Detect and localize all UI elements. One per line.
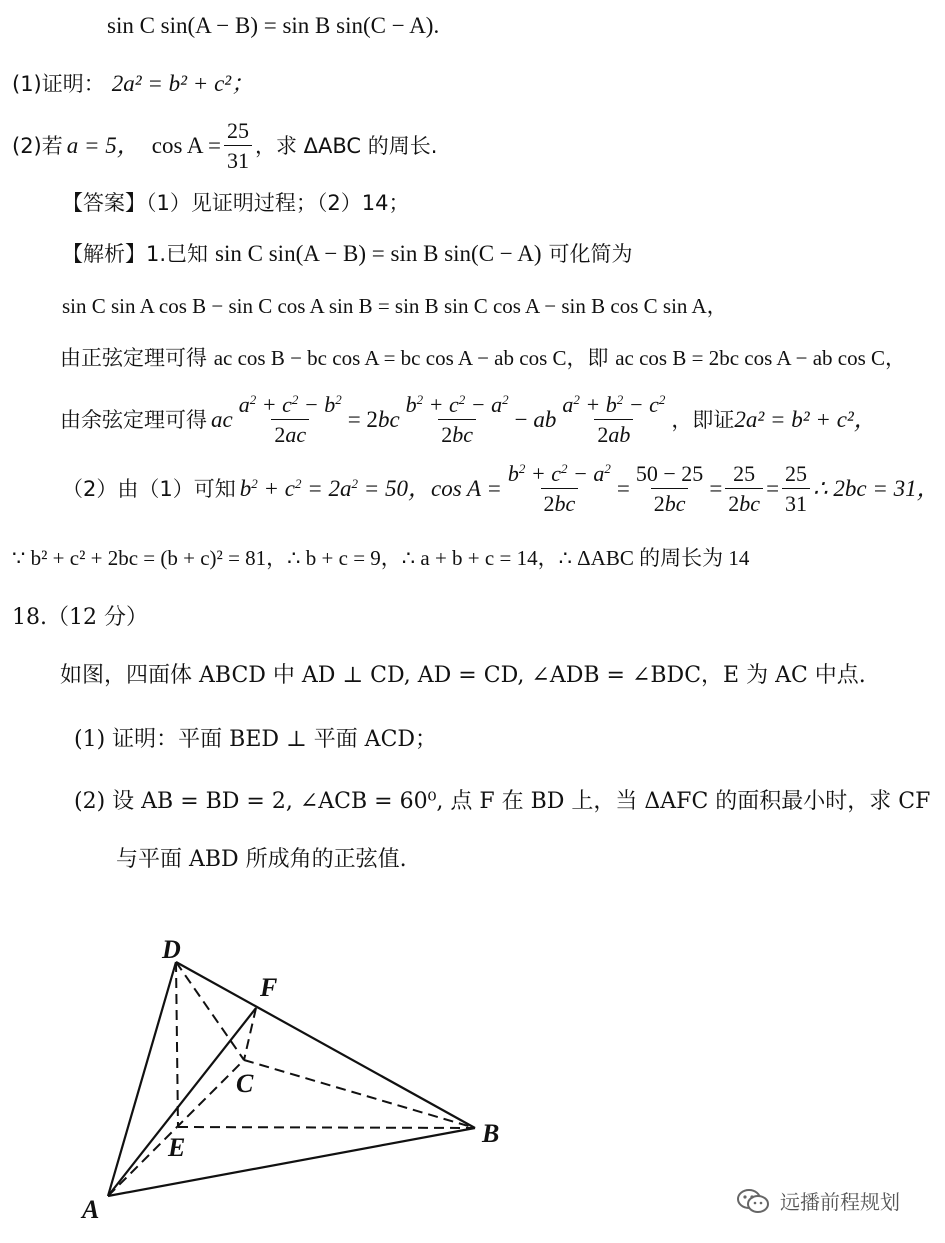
answer-label: 【答案】 [62, 191, 146, 215]
step3-prefix: 由正弦定理可得 [60, 346, 207, 370]
step4-frac1: $\frac{a^2 + c^2 - b^2}{2ac}$ [238, 392, 342, 447]
analysis-step3 [60, 344, 906, 372]
watermark [736, 1186, 900, 1215]
edge-EB [178, 1127, 475, 1128]
step5-frac1: $\frac{b^2 + c^2 - a^2}{2bc}$ [507, 461, 611, 516]
problem18-header: 18.（12 分） [12, 605, 148, 630]
step5-frac4: $\frac{25}{31}$ [782, 462, 810, 516]
step5-frac2: $\frac{50 - 25}{2bc}$ [635, 461, 704, 516]
label-E: E [168, 1133, 186, 1162]
label-A: A [82, 1195, 100, 1224]
part2-label: (2)若 [12, 134, 63, 158]
tetrahedron-figure [70, 920, 530, 1230]
part2-ask: ，求 ΔABC 的周长. [254, 134, 438, 158]
step4-ac: ac [211, 407, 233, 432]
analysis-label: 【解析】 [62, 242, 146, 266]
step4-minus-ab: − ab [514, 407, 557, 432]
step4-prefix: 由余弦定理可得 [60, 408, 207, 432]
problem18-part1: (1) 证明：平面 BED ⊥ 平面 ACD； [74, 727, 438, 752]
step3-expr2: ac cos B = 2bc cos A − ab cos C [615, 346, 886, 370]
edge-DC [176, 962, 244, 1060]
cos-numerator: 25 [226, 118, 249, 143]
cos-denominator: 31 [224, 145, 252, 173]
step5-prefix: （2）由（1）可知 [62, 477, 236, 501]
problem18-intro: 如图，四面体 ABCD 中 AD ⊥ CD, AD = CD, ∠ADB = ∠BDC，E 为 AC 中点. [60, 663, 866, 688]
part2-cos-label: cos A = [151, 133, 221, 158]
label-B: B [482, 1119, 500, 1148]
step4-suffix: ，即证 [671, 408, 735, 432]
part1-label: (1)证明： [12, 72, 105, 96]
answer-line [62, 189, 409, 217]
edge-DB [176, 962, 475, 1128]
step4-result: 2a² = b² + c²， [734, 407, 877, 432]
part2-a-value: a = 5， [66, 133, 140, 158]
step1-prefix: 1.已知 [146, 242, 209, 266]
edge-CB [244, 1060, 475, 1128]
step1-suffix: 可化简为 [548, 242, 633, 266]
step4-frac3: $\frac{a^2 + b^2 - c^2}{2ab}$ [562, 392, 666, 447]
answer-text: （1）见证明过程；（2）14； [146, 191, 410, 215]
wechat-icon [736, 1187, 770, 1215]
step5-frac3: $\frac{25}{2bc}$ [725, 462, 763, 516]
problem17-part1 [12, 70, 254, 99]
analysis-step5: （2）由（1）可知 $b^2 + c^2 = 2a^2 = 50$，cos A = $\frac{b^2 + c^2 - a^2}{2bc}$ = $\frac{50 - 25}{2bc}$ = $\frac{25}{2bc}$ = $\frac{25}{31}$ ∴ 2bc = 31， [62, 461, 940, 516]
problem18-part2-line2: 与平面 ABD 所成角的正弦值. [116, 847, 407, 872]
step3-expr: ac cos B − bc cos A = bc cos A − ab cos C [213, 346, 567, 370]
step4-frac2: $\frac{b^2 + c^2 - a^2}{2bc}$ [405, 392, 509, 447]
analysis-step2: sin C sin A cos B − sin C cos A sin B = sin B sin C cos A − sin B cos C sin A， [62, 294, 728, 318]
analysis-step6: ∵ b² + c² + 2bc = (b + c)² = 81，∴ b + c = 9，∴ a + b + c = 14，∴ ΔABC 的周长为 14 [12, 546, 750, 570]
edge-DE [176, 962, 178, 1127]
edge-AF [108, 1008, 256, 1196]
part1-statement: 2a² = b² + c²； [111, 71, 255, 96]
problem17-part2 [12, 116, 437, 176]
step1-expr: sin C sin(A − B) = sin B sin(C − A) [215, 241, 542, 266]
analysis-step1 [62, 240, 633, 269]
step3-mid: ，即 [566, 346, 609, 370]
step3-end: ， [885, 346, 907, 370]
label-F: F [260, 973, 278, 1002]
step5-tail: ∴ 2bc = 31， [813, 476, 940, 501]
step4-eq: = 2bc [347, 407, 400, 432]
cos-fraction [224, 119, 252, 173]
label-C: C [236, 1069, 254, 1098]
step5-expr: $b^2 + c^2 = 2a^2 = 50$，cos A = [239, 476, 502, 501]
watermark-text: 远播前程规划 [780, 1190, 900, 1214]
edge-AB [108, 1128, 475, 1196]
analysis-step4 [60, 390, 877, 450]
given-condition: sin C sin(A − B) = sin B sin(C − A). [107, 13, 440, 38]
label-D: D [162, 935, 181, 964]
problem18-part2-line1: (2) 设 AB = BD = 2, ∠ACB = 60⁰, 点 F 在 BD 上，当 ΔAFC 的面积最小时，求 CF [74, 789, 931, 814]
